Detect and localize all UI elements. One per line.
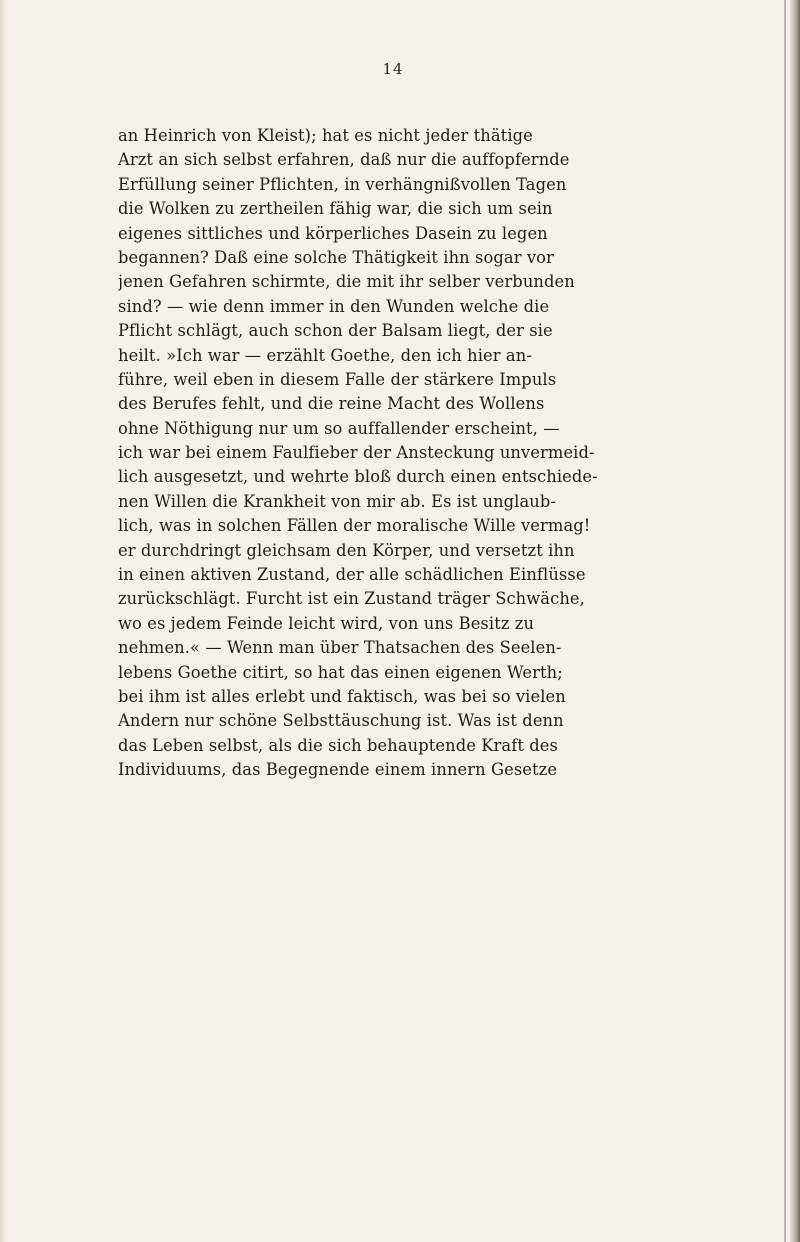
text-line: lich, was in solchen Fällen der moralische Wille vermag! [118, 516, 591, 536]
text-line: begannen? Daß eine solche Thätigkeit ihn sogar vor [118, 247, 554, 267]
text-line: führe, weil eben in diesem Falle der stärkere Impuls [118, 369, 557, 389]
text-line: er durchdringt gleichsam den Körper, und versetzt ihn [118, 540, 575, 560]
text-line: heilt. »Ich war — erzählt Goethe, den ich hier an- [118, 345, 532, 365]
text-line: lich ausgesetzt, und wehrte bloß durch einen entschiede- [118, 467, 598, 487]
text-line: Individuums, das Begegnende einem innern Gesetze [118, 760, 558, 780]
text-line: nen Willen die Krankheit von mir ab. Es ist unglaub- [118, 491, 556, 511]
page-number: 14 [382, 60, 404, 78]
body-text [118, 124, 698, 783]
text-line: ohne Nöthigung nur um so auffallender erscheint, — [118, 418, 560, 438]
text-line: zurückschlägt. Furcht ist ein Zustand träger Schwäche, [118, 589, 585, 609]
page-edge-shadow [790, 0, 800, 1242]
text-line: Andern nur schöne Selbsttäuschung ist. Was ist denn [118, 711, 564, 731]
text-line: die Wolken zu zertheilen fähig war, die sich um sein [118, 199, 553, 219]
text-line: nehmen.« — Wenn man über Thatsachen des Seelen- [118, 638, 562, 658]
text-line: jenen Gefahren schirmte, die mit ihr selber verbunden [118, 272, 575, 292]
text-line: Pflicht schlägt, auch schon der Balsam liegt, der sie [118, 321, 553, 341]
text-line: lebens Goethe citirt, so hat das einen eigenen Werth; [118, 662, 563, 682]
text-line: in einen aktiven Zustand, der alle schädlichen Einflüsse [118, 565, 586, 585]
text-line: des Berufes fehlt, und die reine Macht des Wollens [118, 394, 545, 414]
text-line: Arzt an sich selbst erfahren, daß nur die auffopfernde [118, 150, 570, 170]
page-gutter-shadow [0, 0, 6, 1242]
text-line: eigenes sittliches und körperliches Dasein zu legen [118, 223, 548, 243]
text-line: Erfüllung seiner Pflichten, in verhängnißvollen Tagen [118, 174, 567, 194]
text-line: das Leben selbst, als die sich behauptende Kraft des [118, 735, 558, 755]
text-line: bei ihm ist alles erlebt und faktisch, was bei so vielen [118, 686, 566, 706]
text-line: sind? — wie denn immer in den Wunden welche die [118, 296, 550, 316]
text-line: an Heinrich von Kleist); hat es nicht jeder thätige [118, 126, 533, 145]
page-edge-line [784, 0, 786, 1242]
text-line: wo es jedem Feinde leicht wird, von uns Besitz zu [118, 613, 535, 633]
text-line: ich war bei einem Faulfieber der Ansteckung unvermeid- [118, 443, 595, 463]
